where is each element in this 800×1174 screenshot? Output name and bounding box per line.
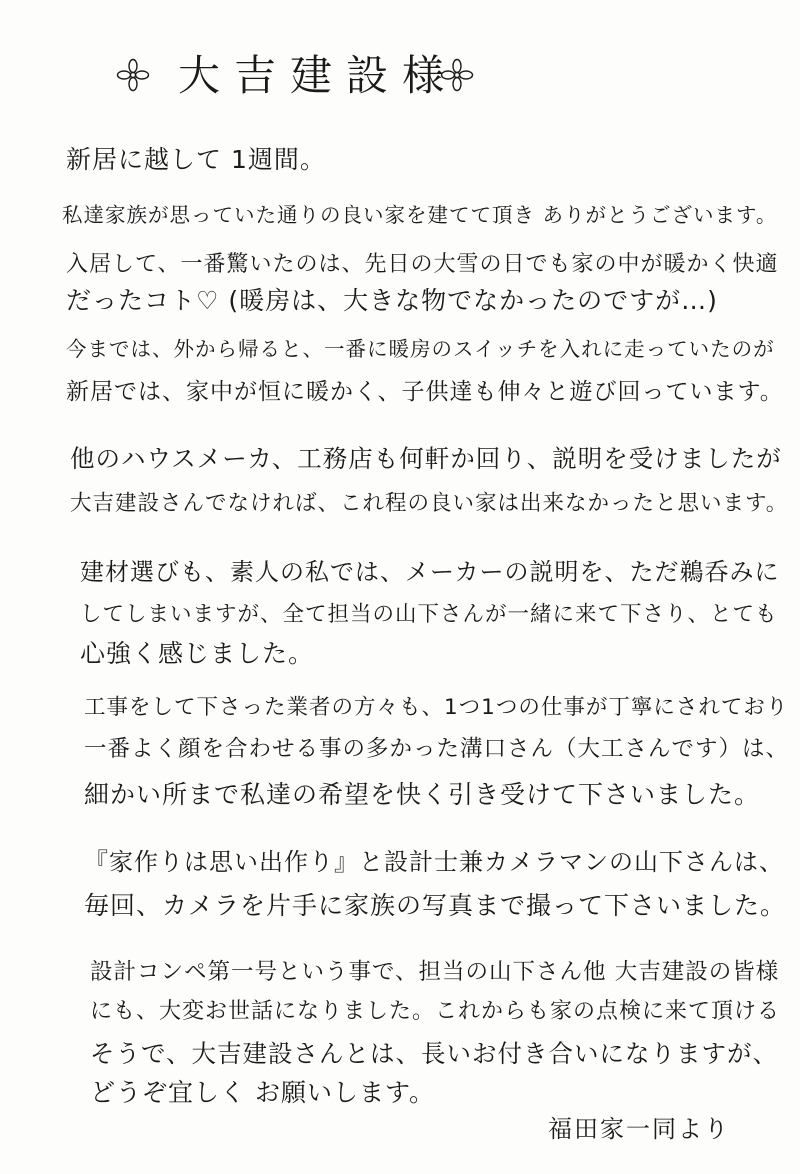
letter-line: そうで、大吉建設さんとは、長いお付き合いになりますが、 — [90, 1039, 779, 1068]
title-row — [0, 46, 800, 106]
letter-line: 今までは、外から帰ると、一番に暖房のスイッチを入れに走っていたのが — [66, 337, 775, 361]
letter-title: 大吉建設様 — [178, 51, 459, 100]
letter-line: 一番よく顔を合わせる事の多かった溝口さん（大工さんです）は、 — [84, 736, 790, 762]
letter-line: 工事をして下さった業者の方々も、1つ1つの仕事が丁寧にされており — [84, 695, 789, 720]
letter-line: 私達家族が思っていた通りの良い家を建てて頂き ありがとうございます。 — [62, 203, 778, 227]
letter-line: 新居に越して 1週間。 — [66, 145, 326, 174]
signature: 福田家一同より — [548, 1115, 730, 1143]
letter-line: だったコト♡ (暖房は、大きな物でなかったのですが…) — [66, 286, 718, 315]
letter-line: 入居して、一番驚いたのは、先日の大雪の日でも家の中が暖かく快適 — [66, 252, 779, 277]
letter-line: 細かい所まで私達の希望を快く引き受けて下さいました。 — [84, 780, 761, 809]
letter-line: どうぞ宜しく お願いします。 — [90, 1078, 435, 1107]
letter-line: 設計コンペ第一号という事で、担当の山下さん他 大吉建設の皆様 — [90, 959, 780, 985]
letter-line: 新居では、家中が恒に暖かく、子供達も伸々と遊び回っています。 — [66, 379, 784, 405]
flower-ornament-left-icon — [116, 58, 150, 92]
letter-line: 他のハウスメーカ、工務店も何軒か回り、説明を受けましたが — [70, 444, 782, 473]
letter-line: してしまいますが、全て担当の山下さんが一緒に来て下さり、とても — [80, 602, 778, 627]
flower-ornament-right-icon — [440, 58, 474, 92]
letter-line: 『家作りは思い出作り』と設計士兼カメラマンの山下さんは、 — [84, 848, 784, 876]
letter-line: 建材選びも、素人の私では、メーカーの説明を、ただ鵜呑みに — [80, 558, 780, 586]
letter-line: 心強く感じました。 — [80, 639, 315, 668]
letter-line: 大吉建設さんでなければ、これ程の良い家は出来なかったと思います。 — [70, 491, 789, 516]
letter-line: にも、大変お世話になりました。これからも家の点検に来て頂ける — [90, 999, 781, 1024]
letter-line: 毎回、カメラを片手に家族の写真まで撮って下さいました。 — [84, 891, 787, 920]
